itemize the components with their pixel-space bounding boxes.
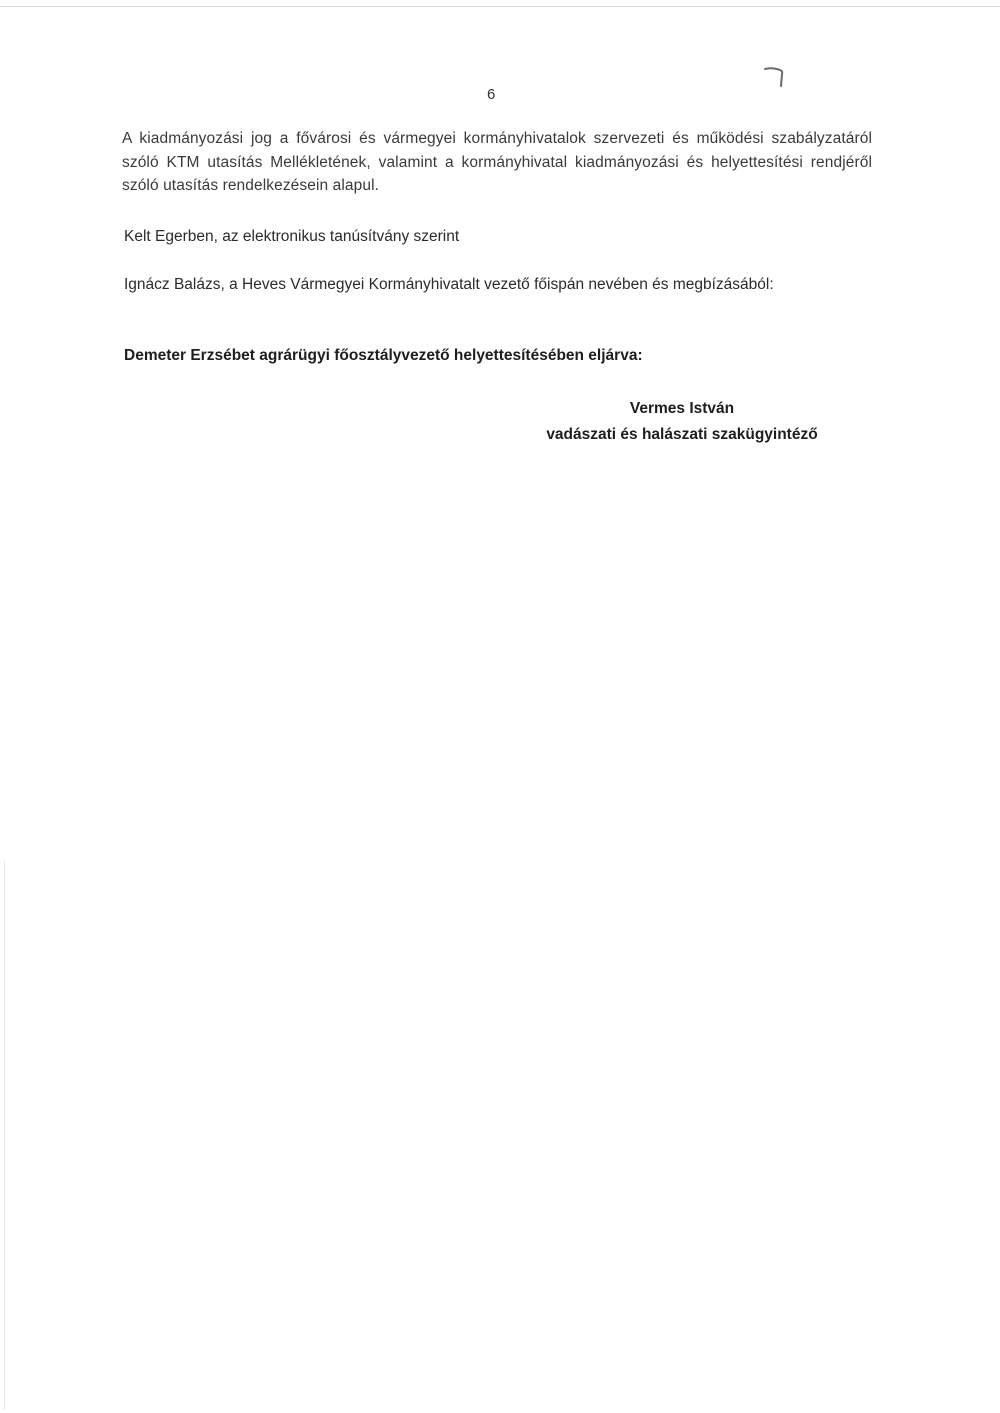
acting-line: Demeter Erzsébet agrárügyi főosztályvezető helyettesítésében eljárva: — [124, 347, 643, 364]
page-number: 6 — [487, 86, 496, 103]
scan-edge-left — [4, 860, 5, 1410]
signer-title: vadászati és halászati szakügyintéző — [546, 426, 818, 443]
dated-line: Kelt Egerben, az elektronikus tanúsítvány szerint — [124, 228, 460, 245]
signer-name: Vermes István — [629, 400, 735, 417]
scan-edge-top — [0, 6, 1000, 7]
on-behalf-line: Ignácz Balázs, a Heves Vármegyei Kormányhivatalt vezető főispán nevében és megbízásából: — [124, 276, 774, 293]
legal-basis-paragraph: A kiadmányozási jog a fővárosi és vármegyei kormányhivatalok szervezeti és működési szabályzatáról szóló KTM utasítás Mellékletének, valamint a kormányhivatal kiadmányozási és helyettesítési rendjéről szóló utasítás rendelkezésein alapul. — [122, 130, 872, 194]
handwritten-mark-icon — [762, 62, 792, 92]
signature-block — [520, 396, 844, 448]
